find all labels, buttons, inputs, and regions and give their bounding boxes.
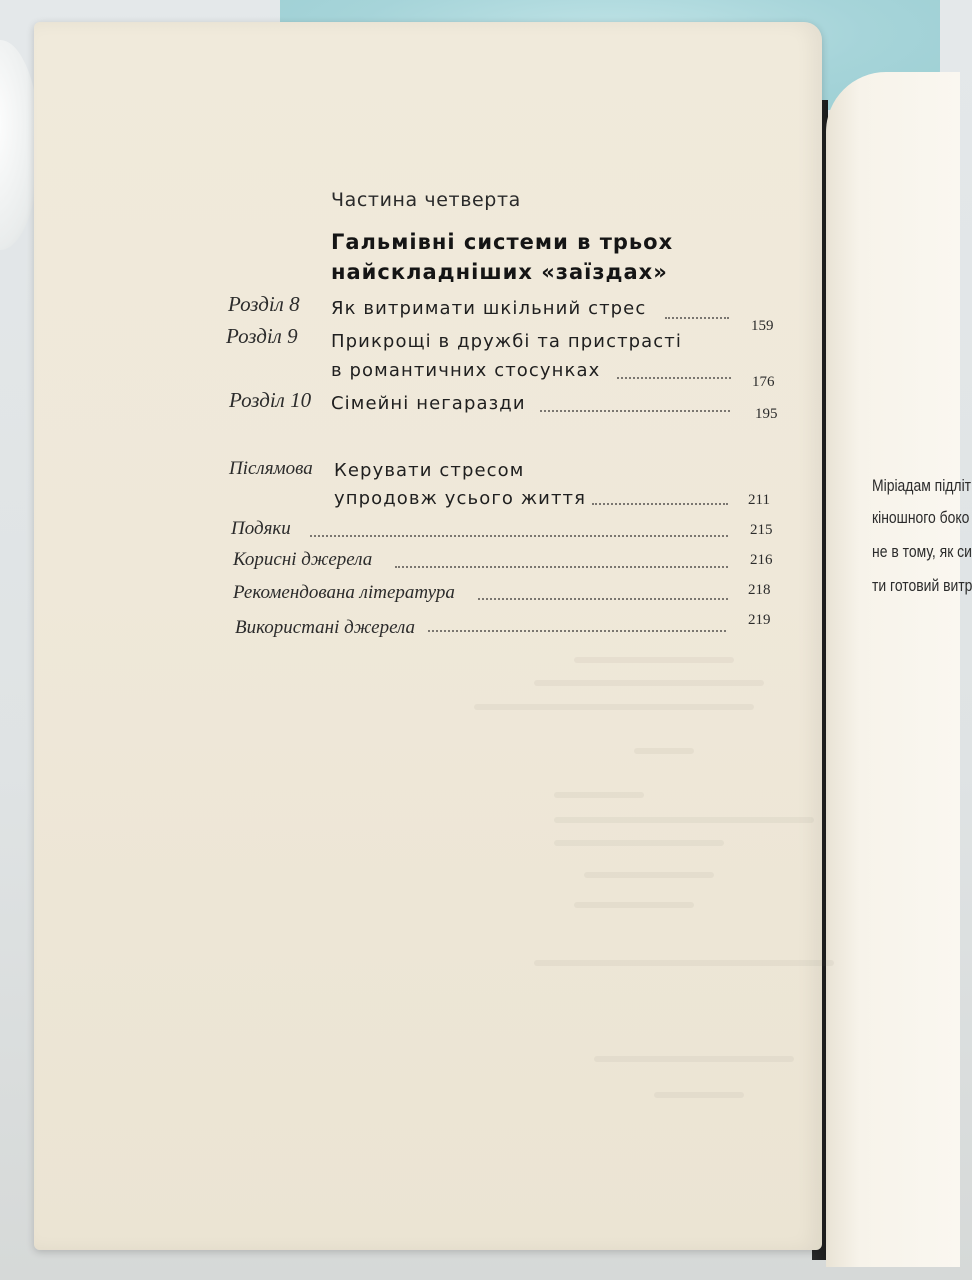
back-matter-label: Рекомендована література — [233, 582, 455, 603]
page-number: 218 — [748, 582, 771, 598]
dot-leader — [395, 566, 728, 568]
right-page-line: ти готовий витр — [872, 576, 972, 595]
page-number: 159 — [751, 318, 774, 334]
right-page-line: кіношного боко — [872, 508, 970, 527]
page-number: 176 — [752, 374, 775, 390]
bleed-through — [534, 960, 834, 966]
page-number: 195 — [755, 406, 778, 422]
bleed-through — [584, 872, 714, 878]
bleed-through — [474, 704, 754, 710]
bleed-through — [574, 657, 734, 663]
dot-leader — [617, 377, 731, 379]
back-matter-label: Використані джерела — [235, 617, 416, 638]
bleed-through — [534, 680, 764, 686]
chapter-label: Розділ 10 — [229, 388, 312, 412]
right-page-line: Міріадам підліт — [872, 476, 972, 495]
chapter-title-line2: в романтичних стосунках — [331, 360, 601, 381]
afterword-title-line1: Керувати стресом — [334, 460, 525, 481]
chapter-title-line1: Прикрощі в дружбі та пристрасті — [331, 331, 682, 352]
dot-leader — [540, 410, 730, 412]
right-page — [826, 72, 972, 1267]
chapter-title: Як витримати шкільний стрес — [331, 298, 647, 319]
page-number: 216 — [750, 552, 773, 568]
chapter-label: Розділ 8 — [228, 292, 300, 316]
bleed-through — [574, 902, 694, 908]
afterword-title-line2: упродовж усього життя — [334, 488, 587, 509]
page-number: 215 — [750, 522, 773, 538]
afterword-label: Післямова — [229, 458, 313, 479]
part-title-line1: Гальмівні системи в трьох — [331, 230, 674, 254]
bleed-through — [554, 792, 644, 798]
right-page-line: не в тому, як си — [872, 542, 972, 561]
dot-leader — [592, 503, 728, 505]
back-matter-label: Корисні джерела — [233, 549, 373, 570]
bleed-through — [634, 748, 694, 754]
chapter-label: Розділ 9 — [226, 324, 298, 348]
bleed-through — [554, 840, 724, 846]
bleed-through — [554, 817, 814, 823]
bleed-through — [594, 1056, 794, 1062]
dot-leader — [428, 630, 726, 632]
part-title-line2: найскладніших «заїздах» — [331, 260, 668, 284]
page-number: 211 — [748, 492, 770, 508]
dot-leader — [310, 535, 728, 537]
part-label: Частина четверта — [331, 189, 521, 211]
back-matter-label: Подяки — [231, 518, 291, 539]
dot-leader — [478, 598, 728, 600]
dot-leader — [665, 317, 729, 319]
page-number: 219 — [748, 612, 771, 628]
chapter-title: Сімейні негаразди — [331, 393, 526, 414]
bleed-through — [654, 1092, 744, 1098]
